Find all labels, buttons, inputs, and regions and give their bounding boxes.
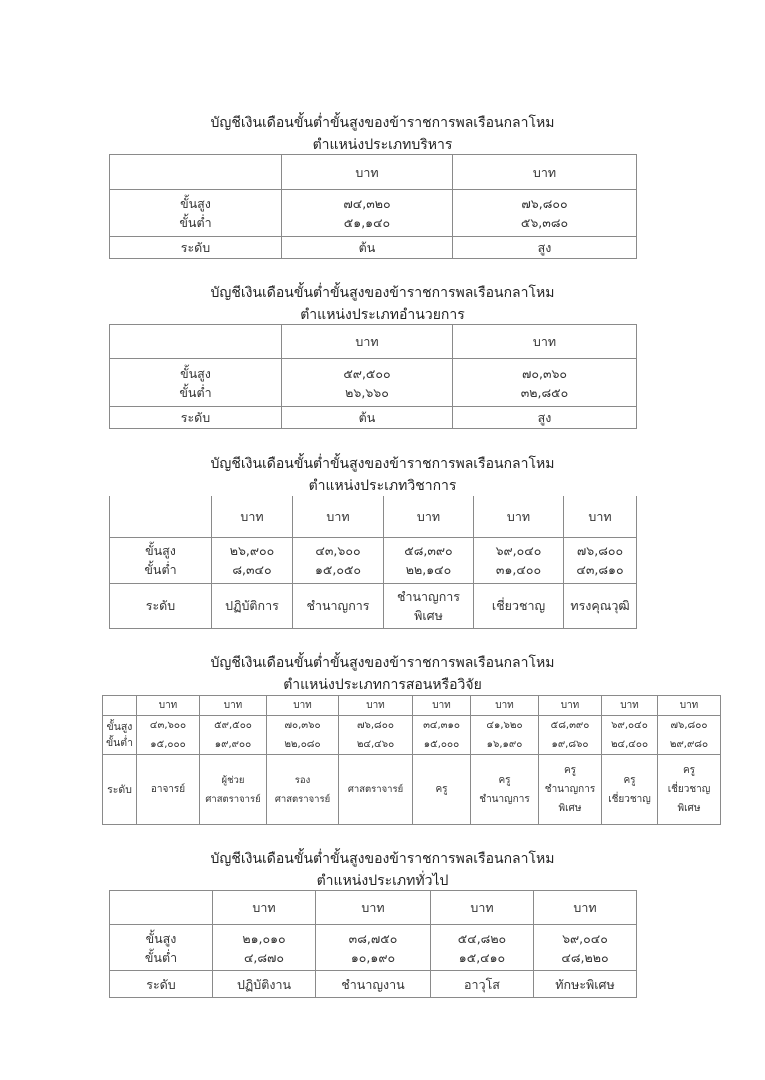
table-1-subtitle: ตำแหน่งประเภทบริหาร xyxy=(312,137,453,153)
unit-header: บาท xyxy=(453,325,637,359)
table-3-title: บัญชีเงินเดือนขั้นต่ำขั้นสูงของข้าราชการพลเรือนกลาโหม xyxy=(210,456,555,472)
level-cell: สูง xyxy=(453,237,637,259)
salary-cell: ๖๙,๐๔๐ ๔๘,๒๒๐ xyxy=(534,925,637,971)
level-cell: ปฏิบัติการ xyxy=(212,583,293,628)
row-label-max-min: ขั้นสูง ขั้นต่ำ xyxy=(110,925,213,971)
unit-header: บาท xyxy=(474,496,564,537)
salary-cell: ๒๑,๐๑๐ ๔,๘๗๐ xyxy=(213,925,316,971)
unit-header: บาท xyxy=(534,891,637,925)
level-cell: ครู เชี่ยวชาญ พิเศษ xyxy=(658,755,721,825)
level-cell: ครู ชำนาญการ พิเศษ xyxy=(539,755,602,825)
salary-cell: ๓๔,๓๑๐ ๑๕,๐๐๐ xyxy=(413,716,471,755)
level-cell: ต้น xyxy=(282,407,453,429)
row-label-level: ระดับ xyxy=(110,237,282,259)
unit-header: บาท xyxy=(453,155,637,190)
corner-cell xyxy=(110,891,213,925)
salary-cell: ๗๔,๓๒๐ ๕๑,๑๔๐ xyxy=(282,190,453,237)
unit-header: บาท xyxy=(339,696,413,716)
salary-cell: ๖๙,๐๔๐ ๓๑,๔๐๐ xyxy=(474,537,564,583)
unit-header: บาท xyxy=(293,496,384,537)
unit-header: บาท xyxy=(431,891,534,925)
corner-cell xyxy=(103,696,137,716)
salary-cell: ๔๓,๖๐๐ ๑๕,๐๐๐ xyxy=(137,716,200,755)
level-cell: ชำนาญการ พิเศษ xyxy=(384,583,474,628)
unit-header: บาท xyxy=(658,696,721,716)
salary-cell: ๓๘,๗๕๐ ๑๐,๑๙๐ xyxy=(316,925,431,971)
table-4-title: บัญชีเงินเดือนขั้นต่ำขั้นสูงของข้าราชการพลเรือนกลาโหม xyxy=(210,655,555,671)
level-cell: รอง ศาสตราจารย์ xyxy=(267,755,339,825)
level-cell: ครู ชำนาญการ xyxy=(471,755,539,825)
level-cell: ชำนาญการ xyxy=(293,583,384,628)
table-3-subtitle: ตำแหน่งประเภทวิชาการ xyxy=(308,478,457,494)
level-cell: ชำนาญงาน xyxy=(316,971,431,998)
salary-table-management xyxy=(109,324,637,429)
level-cell: ทรงคุณวุฒิ xyxy=(564,583,637,628)
table-5-subtitle: ตำแหน่งประเภททั่วไป xyxy=(316,873,449,889)
unit-header: บาท xyxy=(384,496,474,537)
level-cell: อาจารย์ xyxy=(137,755,200,825)
salary-cell: ๗๖,๘๐๐ ๒๙,๙๘๐ xyxy=(658,716,721,755)
corner-cell xyxy=(110,155,282,190)
table-1-title: บัญชีเงินเดือนขั้นต่ำขั้นสูงของข้าราชการพลเรือนกลาโหม xyxy=(210,115,555,131)
salary-cell: ๗๖,๘๐๐ ๕๖,๓๘๐ xyxy=(453,190,637,237)
salary-cell: ๕๘,๓๙๐ ๑๙,๘๖๐ xyxy=(539,716,602,755)
unit-header: บาท xyxy=(602,696,658,716)
table-4-subtitle: ตำแหน่งประเภทการสอนหรือวิจัย xyxy=(283,677,482,693)
table-2-title: บัญชีเงินเดือนขั้นต่ำขั้นสูงของข้าราชการพลเรือนกลาโหม xyxy=(210,285,555,301)
unit-header: บาท xyxy=(137,696,200,716)
salary-cell: ๖๙,๐๔๐ ๒๔,๔๐๐ xyxy=(602,716,658,755)
level-cell: สูง xyxy=(453,407,637,429)
salary-cell: ๕๘,๓๙๐ ๒๒,๑๔๐ xyxy=(384,537,474,583)
unit-header: บาท xyxy=(564,496,637,537)
salary-cell: ๗๖,๘๐๐ ๒๔,๔๖๐ xyxy=(339,716,413,755)
unit-header: บาท xyxy=(282,155,453,190)
level-cell: ทักษะพิเศษ xyxy=(534,971,637,998)
level-cell: ต้น xyxy=(282,237,453,259)
salary-cell: ๒๖,๙๐๐ ๘,๓๔๐ xyxy=(212,537,293,583)
row-label-max-min: ขั้นสูง ขั้นต่ำ xyxy=(110,537,212,583)
level-cell: ผู้ช่วย ศาสตราจารย์ xyxy=(200,755,267,825)
unit-header: บาท xyxy=(200,696,267,716)
salary-table-academic xyxy=(109,496,637,629)
unit-header: บาท xyxy=(267,696,339,716)
level-cell: ศาสตราจารย์ xyxy=(339,755,413,825)
salary-table-general xyxy=(109,890,637,998)
row-label-max-min: ขั้นสูง ขั้นต่ำ xyxy=(110,359,282,407)
row-label-level: ระดับ xyxy=(110,971,213,998)
unit-header: บาท xyxy=(282,325,453,359)
unit-header: บาท xyxy=(316,891,431,925)
salary-cell: ๕๙,๕๐๐ ๑๙,๙๐๐ xyxy=(200,716,267,755)
row-label-level: ระดับ xyxy=(110,583,212,628)
level-cell: ครู เชี่ยวชาญ xyxy=(602,755,658,825)
salary-cell: ๕๙,๕๐๐ ๒๖,๖๖๐ xyxy=(282,359,453,407)
salary-table-teaching-research xyxy=(102,695,721,825)
unit-header: บาท xyxy=(471,696,539,716)
level-cell: ปฏิบัติงาน xyxy=(213,971,316,998)
salary-cell: ๗๐,๓๖๐ ๒๒,๐๘๐ xyxy=(267,716,339,755)
corner-cell xyxy=(110,325,282,359)
table-2-subtitle: ตำแหน่งประเภทอำนวยการ xyxy=(300,307,465,323)
level-cell: อาวุโส xyxy=(431,971,534,998)
unit-header: บาท xyxy=(213,891,316,925)
salary-cell: ๔๓,๖๐๐ ๑๕,๐๕๐ xyxy=(293,537,384,583)
level-cell: ครู xyxy=(413,755,471,825)
table-5-title: บัญชีเงินเดือนขั้นต่ำขั้นสูงของข้าราชการพลเรือนกลาโหม xyxy=(210,851,555,867)
salary-cell: ๗๖,๘๐๐ ๔๓,๘๑๐ xyxy=(564,537,637,583)
salary-cell: ๗๐,๓๖๐ ๓๒,๘๕๐ xyxy=(453,359,637,407)
row-label-max-min: ขั้นสูง ขั้นต่ำ xyxy=(110,190,282,237)
unit-header: บาท xyxy=(539,696,602,716)
salary-cell: ๔๑,๖๒๐ ๑๖,๑๙๐ xyxy=(471,716,539,755)
unit-header: บาท xyxy=(413,696,471,716)
salary-cell: ๕๔,๘๒๐ ๑๕,๔๑๐ xyxy=(431,925,534,971)
row-label-max-min: ขั้นสูง ขั้นต่ำ xyxy=(103,716,137,755)
salary-table-executive xyxy=(109,154,637,259)
corner-cell xyxy=(110,496,212,537)
row-label-level: ระดับ xyxy=(103,755,137,825)
level-cell: เชี่ยวชาญ xyxy=(474,583,564,628)
row-label-level: ระดับ xyxy=(110,407,282,429)
unit-header: บาท xyxy=(212,496,293,537)
